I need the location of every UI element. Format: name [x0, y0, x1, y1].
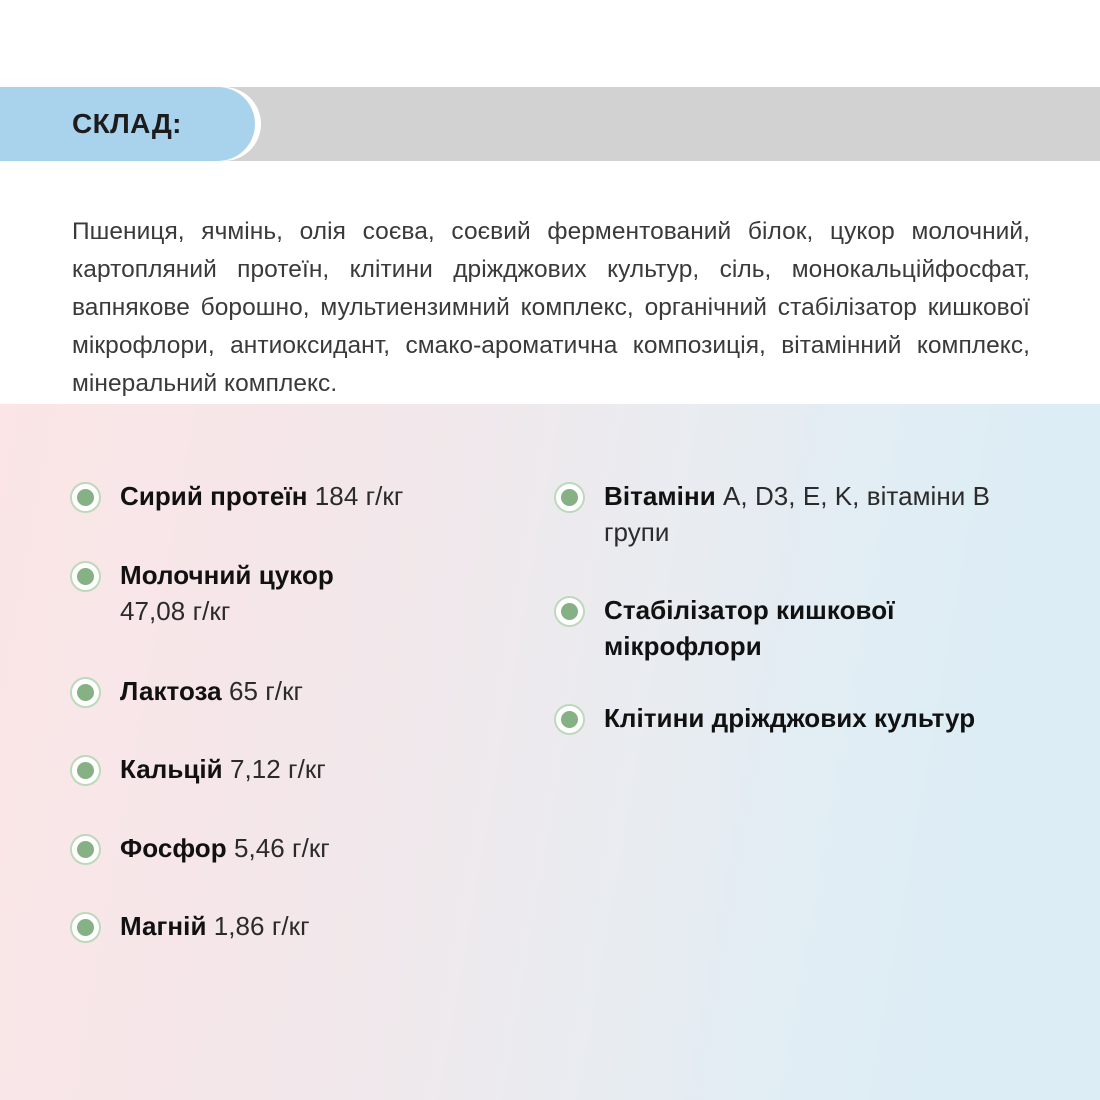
fact-text: [604, 478, 1026, 550]
fact-value: A, D3, E, K, вітаміни B групи: [604, 481, 990, 547]
page-title: СКЛАД:: [72, 108, 182, 139]
ingredients-paragraph: Пшениця, ячмінь, олія соєва, соєвий ферментований білок, цукор молочний, картопляний протеїн, клітини дріжджових культур, сіль, монокальційфосфат, вапнякове борошно, мультиензимний комплекс, органічний стабілізатор кишкової мікрофлори, антиоксидант, смако-ароматична композиція, вітамінний комплекс, мінеральний комплекс.: [72, 217, 1030, 397]
bullet-icon: [72, 484, 99, 511]
fact-label: Сирий протеїн: [120, 481, 308, 511]
section-header-band: [0, 87, 1100, 161]
fact-value: 5,46 г/кг: [233, 833, 330, 863]
fact-label: Лактоза: [120, 676, 222, 706]
fact-text: [120, 673, 512, 709]
list-item: [556, 700, 1026, 736]
list-item: [72, 751, 512, 787]
fact-label: Фосфор: [120, 833, 227, 863]
fact-label: Стабілізатор кишкової мікрофлори: [604, 595, 895, 661]
list-item: [72, 830, 512, 866]
fact-text: [604, 700, 1026, 736]
facts-columns: [0, 404, 1100, 1100]
fact-text: [120, 830, 512, 866]
fact-label: Вітаміни: [604, 481, 716, 511]
list-item: [72, 908, 512, 944]
fact-label: Магній: [120, 911, 207, 941]
fact-label: Кальцій: [120, 754, 223, 784]
list-item: [72, 673, 512, 709]
bullet-icon: [72, 914, 99, 941]
fact-text: [120, 557, 512, 629]
fact-value: 1,86 г/кг: [213, 911, 310, 941]
bullet-icon: [72, 757, 99, 784]
fact-label: Молочний цукор: [120, 560, 334, 590]
fact-text: [120, 478, 512, 514]
nutrition-facts-panel: [0, 404, 1100, 1100]
fact-value: 7,12 г/кг: [229, 754, 326, 784]
fact-value: 47,08 г/кг: [120, 596, 231, 626]
list-item: [556, 592, 1026, 664]
bullet-icon: [556, 706, 583, 733]
bullet-icon: [72, 679, 99, 706]
bullet-icon: [72, 836, 99, 863]
fact-text: [120, 908, 512, 944]
bullet-icon: [556, 484, 583, 511]
bullet-icon: [72, 563, 99, 590]
list-item: [556, 478, 1026, 550]
list-item: [72, 478, 512, 514]
header-pill: [0, 87, 255, 161]
fact-text: [604, 592, 1026, 664]
fact-text: [120, 751, 512, 787]
list-item: [72, 557, 512, 629]
bullet-icon: [556, 598, 583, 625]
fact-value: 65 г/кг: [228, 676, 304, 706]
fact-value: 184 г/кг: [314, 481, 404, 511]
fact-label: Клітини дріжджових культур: [604, 703, 976, 733]
